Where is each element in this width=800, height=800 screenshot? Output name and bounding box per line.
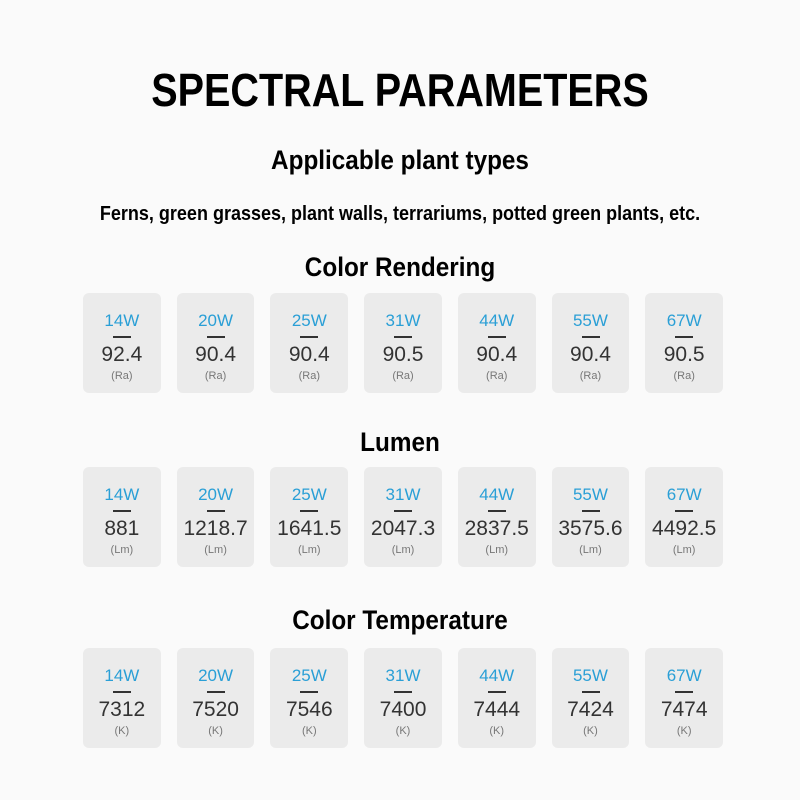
card-wattage: 25W bbox=[291, 485, 327, 504]
card-divider bbox=[394, 336, 412, 338]
param-card bbox=[458, 293, 536, 393]
card-divider bbox=[113, 336, 131, 338]
card-divider bbox=[113, 691, 131, 693]
card-unit: (Ra) bbox=[579, 370, 602, 382]
plant-types-list: Ferns, green grasses, plant walls, terrariums, potted green plants, etc. bbox=[99, 203, 701, 225]
card-value: 7546 bbox=[285, 698, 333, 721]
section-title-color-temperature: Color Temperature bbox=[292, 605, 508, 635]
card-divider bbox=[300, 336, 318, 338]
card-divider bbox=[300, 691, 318, 693]
card-value: 7424 bbox=[567, 698, 614, 721]
card-divider bbox=[582, 691, 600, 693]
param-card bbox=[458, 467, 536, 567]
card-wattage: 20W bbox=[198, 666, 234, 685]
card-value: 2047.3 bbox=[370, 517, 436, 540]
card-wattage: 44W bbox=[479, 311, 515, 330]
card-value: 92.4 bbox=[101, 343, 143, 366]
card-divider bbox=[300, 510, 318, 512]
param-card bbox=[177, 648, 255, 748]
card-divider bbox=[207, 510, 225, 512]
card-value: 90.4 bbox=[288, 343, 330, 366]
card-unit: (K) bbox=[395, 725, 411, 737]
card-divider bbox=[394, 691, 412, 693]
card-wattage: 67W bbox=[666, 666, 702, 685]
card-divider bbox=[394, 510, 412, 512]
param-card bbox=[83, 648, 161, 748]
card-value: 3575.6 bbox=[558, 517, 623, 540]
card-wattage: 55W bbox=[572, 311, 608, 330]
card-value: 7520 bbox=[192, 698, 239, 721]
param-card bbox=[645, 293, 723, 393]
card-value: 90.4 bbox=[570, 343, 611, 366]
card-value: 2837.5 bbox=[464, 517, 529, 540]
card-divider bbox=[207, 336, 225, 338]
card-divider bbox=[207, 691, 225, 693]
param-card bbox=[552, 293, 630, 393]
card-divider bbox=[488, 691, 506, 693]
card-wattage: 14W bbox=[104, 485, 140, 504]
param-card bbox=[552, 648, 630, 748]
param-card bbox=[364, 293, 442, 393]
param-card bbox=[270, 648, 348, 748]
param-card bbox=[645, 467, 723, 567]
card-value: 7444 bbox=[473, 698, 521, 721]
card-unit: (Ra) bbox=[392, 370, 414, 382]
card-wattage: 44W bbox=[479, 666, 515, 685]
card-value: 1218.7 bbox=[183, 517, 248, 540]
card-unit: (Lm) bbox=[672, 544, 696, 556]
card-unit: (Lm) bbox=[579, 544, 602, 556]
card-unit: (Lm) bbox=[297, 544, 321, 556]
card-unit: (Ra) bbox=[204, 370, 227, 382]
card-value: 90.5 bbox=[663, 343, 705, 366]
param-card bbox=[364, 467, 442, 567]
param-card bbox=[645, 648, 723, 748]
param-card bbox=[458, 648, 536, 748]
card-divider bbox=[675, 510, 693, 512]
card-unit: (Ra) bbox=[486, 370, 508, 382]
param-card bbox=[83, 293, 161, 393]
card-unit: (Ra) bbox=[673, 370, 695, 382]
card-divider bbox=[488, 510, 506, 512]
card-wattage: 44W bbox=[479, 485, 515, 504]
param-card bbox=[270, 293, 348, 393]
plant-types-heading: Applicable plant types bbox=[271, 145, 529, 175]
card-wattage: 31W bbox=[385, 666, 421, 685]
card-divider bbox=[113, 510, 131, 512]
card-divider bbox=[488, 336, 506, 338]
color-temperature-cards bbox=[83, 648, 723, 748]
param-card bbox=[177, 293, 255, 393]
section-title-lumen: Lumen bbox=[360, 427, 440, 457]
card-wattage: 25W bbox=[291, 311, 327, 330]
param-card bbox=[364, 648, 442, 748]
card-wattage: 20W bbox=[198, 311, 234, 330]
card-wattage: 25W bbox=[291, 666, 327, 685]
param-card bbox=[552, 467, 630, 567]
card-value: 7474 bbox=[660, 698, 708, 721]
card-unit: (Lm) bbox=[391, 544, 415, 556]
param-card bbox=[177, 467, 255, 567]
param-card bbox=[270, 467, 348, 567]
card-unit: (Lm) bbox=[485, 544, 509, 556]
card-unit: (Ra) bbox=[298, 370, 320, 382]
card-wattage: 14W bbox=[104, 666, 140, 685]
card-value: 7312 bbox=[98, 698, 146, 721]
card-value: 7400 bbox=[379, 698, 427, 721]
card-value: 90.5 bbox=[382, 343, 424, 366]
card-value: 4492.5 bbox=[652, 517, 717, 540]
color-rendering-cards bbox=[83, 293, 723, 393]
card-value: 90.4 bbox=[476, 343, 518, 366]
lumen-cards bbox=[83, 467, 723, 567]
card-wattage: 55W bbox=[572, 485, 608, 504]
card-unit: (K) bbox=[583, 725, 598, 737]
card-wattage: 67W bbox=[666, 485, 702, 504]
card-unit: (Lm) bbox=[204, 544, 227, 556]
card-value: 90.4 bbox=[195, 343, 237, 366]
card-wattage: 31W bbox=[385, 485, 421, 504]
param-card bbox=[83, 467, 161, 567]
card-divider bbox=[582, 510, 600, 512]
card-wattage: 55W bbox=[572, 666, 608, 685]
card-wattage: 14W bbox=[104, 311, 140, 330]
section-title-color-rendering: Color Rendering bbox=[304, 252, 496, 282]
card-unit: (K) bbox=[489, 725, 505, 737]
card-unit: (K) bbox=[208, 725, 223, 737]
card-divider bbox=[675, 691, 693, 693]
card-value: 881 bbox=[104, 517, 140, 540]
card-divider bbox=[675, 336, 693, 338]
card-unit: (Ra) bbox=[111, 370, 133, 382]
card-wattage: 20W bbox=[198, 485, 234, 504]
card-unit: (K) bbox=[676, 725, 692, 737]
card-unit: (K) bbox=[301, 725, 317, 737]
card-value: 1641.5 bbox=[277, 517, 342, 540]
page-title: SPECTRAL PARAMETERS bbox=[151, 64, 649, 116]
card-wattage: 31W bbox=[385, 311, 421, 330]
card-unit: (K) bbox=[114, 725, 130, 737]
card-wattage: 67W bbox=[666, 311, 702, 330]
card-divider bbox=[582, 336, 600, 338]
card-unit: (Lm) bbox=[110, 544, 134, 556]
